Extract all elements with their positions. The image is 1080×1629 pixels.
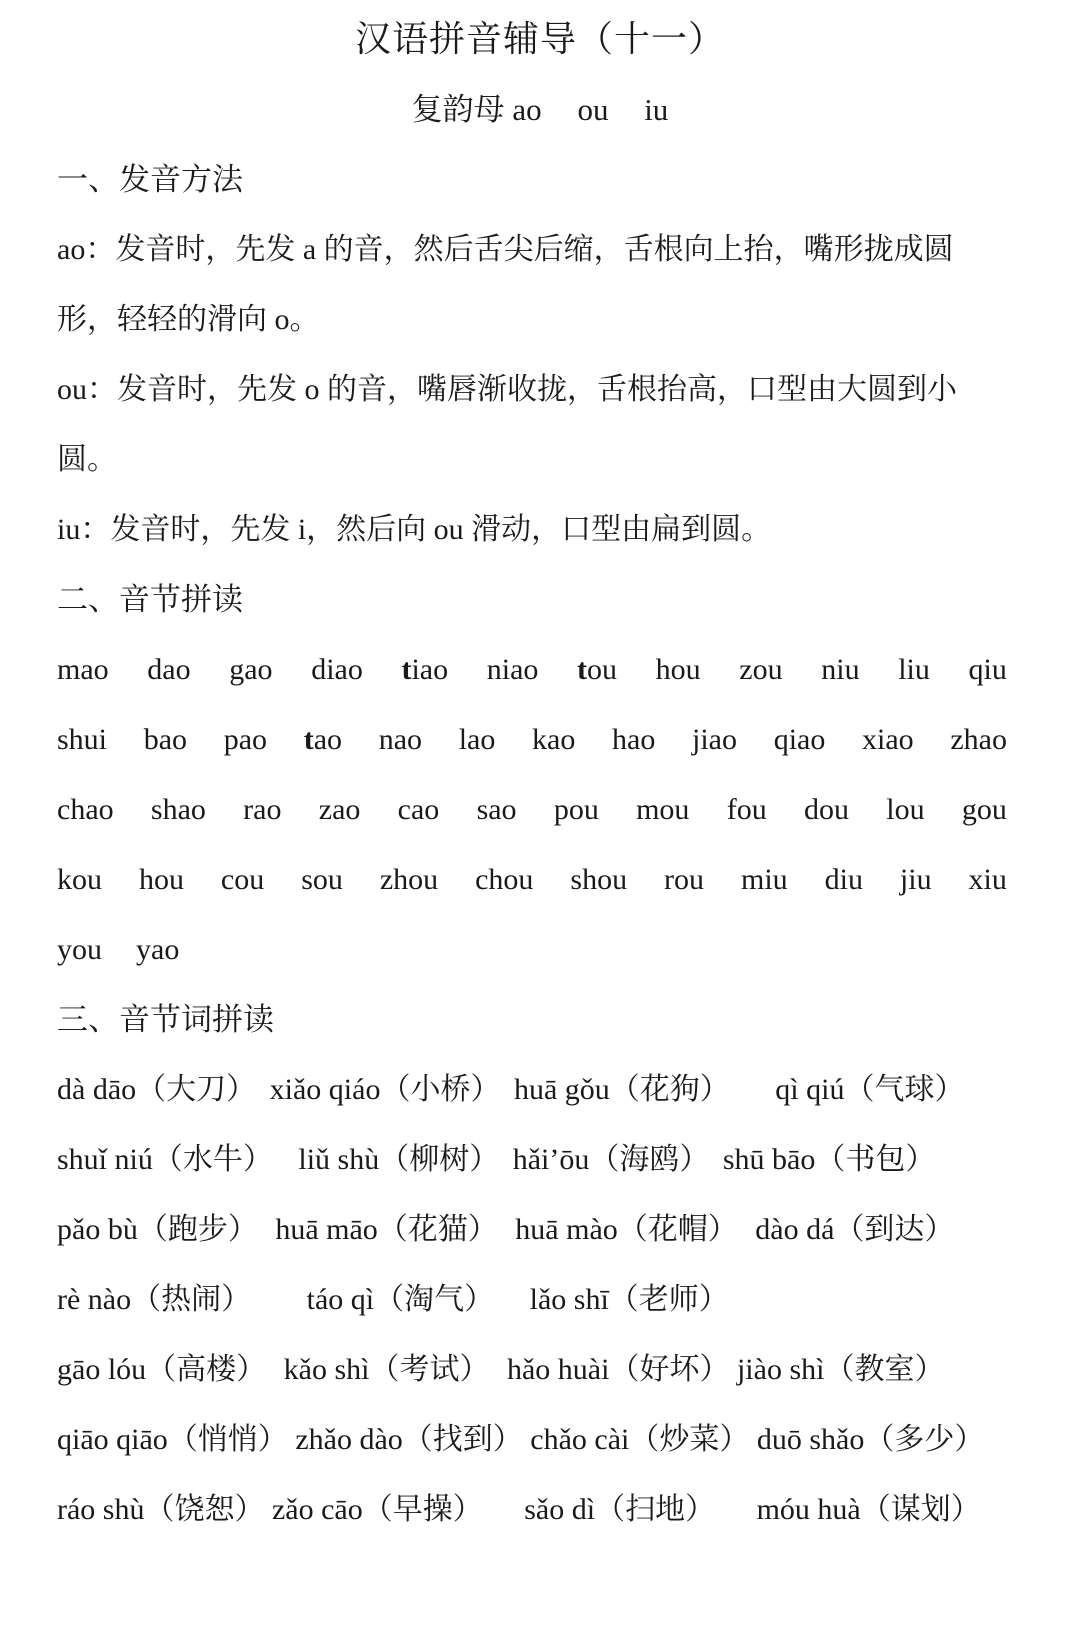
syllable: gou bbox=[961, 793, 1007, 826]
syllable: xiao bbox=[862, 723, 914, 756]
syllable: hao bbox=[612, 723, 656, 756]
word-item bbox=[57, 1348, 266, 1392]
word-pinyin: chǎo cài bbox=[530, 1423, 630, 1456]
syllable: dou bbox=[803, 793, 849, 826]
section-heading-word-reading: 三、音节词拼读 bbox=[57, 1002, 274, 1037]
syllable: zhao bbox=[950, 723, 1007, 756]
syllable: hou bbox=[655, 653, 701, 686]
word-pinyin: liǔ shù bbox=[298, 1143, 380, 1176]
word-pinyin: shū bāo bbox=[722, 1143, 816, 1176]
word-hanzi: （花猫） bbox=[377, 1213, 498, 1246]
word-pinyin: shuǐ niú bbox=[57, 1143, 153, 1176]
syllable: shui bbox=[57, 723, 108, 756]
word-item bbox=[307, 1278, 495, 1322]
word-item bbox=[514, 1068, 730, 1112]
word-hanzi: （淘气） bbox=[374, 1283, 495, 1316]
word-hanzi: （书包） bbox=[815, 1143, 936, 1176]
word-hanzi: （找到） bbox=[402, 1423, 523, 1456]
syllable-row bbox=[57, 788, 1007, 832]
word-pinyin: huā māo bbox=[275, 1213, 378, 1246]
page-title: 汉语拼音辅导（十一） bbox=[354, 19, 725, 59]
syllable: xiu bbox=[968, 863, 1007, 896]
word-item bbox=[757, 1488, 981, 1532]
word-item bbox=[284, 1348, 490, 1392]
section-heading-syllable-reading: 二、音节拼读 bbox=[57, 582, 243, 617]
syllable: tiao bbox=[401, 653, 449, 686]
word-item bbox=[513, 1138, 710, 1182]
word-hanzi: （教室） bbox=[824, 1353, 945, 1386]
syllable: lou bbox=[886, 793, 925, 826]
syllable: cou bbox=[220, 863, 265, 896]
word-item bbox=[295, 1418, 522, 1462]
syllable: tao bbox=[303, 723, 343, 756]
word-hanzi: （谋划） bbox=[860, 1493, 981, 1526]
word-hanzi: （气球） bbox=[844, 1073, 965, 1106]
paragraph-line: iu：发音时，先发 i，然后向 ou 滑动，口型由扁到圆。 bbox=[57, 513, 772, 546]
word-hanzi: （早操） bbox=[362, 1493, 483, 1526]
word-hanzi: （高楼） bbox=[146, 1353, 267, 1386]
syllable: zhou bbox=[379, 863, 439, 896]
syllable: lao bbox=[458, 723, 496, 756]
word-item bbox=[737, 1348, 945, 1392]
word-item bbox=[272, 1488, 483, 1532]
word-pinyin: xiǎo qiáo bbox=[269, 1073, 381, 1106]
word-hanzi: （小桥） bbox=[380, 1073, 501, 1106]
syllable-row bbox=[57, 858, 1007, 902]
word-item bbox=[507, 1348, 729, 1392]
paragraph-line: ou：发音时，先发 o 的音，嘴唇渐收拢，舌根抬高，口型由大圆到小 bbox=[57, 373, 957, 406]
syllable-row bbox=[57, 928, 1007, 972]
syllable: shao bbox=[150, 793, 206, 826]
word-row bbox=[57, 1208, 1017, 1252]
word-pinyin: dà dāo bbox=[57, 1073, 137, 1106]
word-pinyin: zhǎo dào bbox=[295, 1423, 403, 1456]
word-item bbox=[57, 1068, 256, 1112]
syllable: nao bbox=[378, 723, 423, 756]
syllable: dao bbox=[147, 653, 191, 686]
word-item bbox=[757, 1418, 985, 1462]
word-pinyin: duō shǎo bbox=[756, 1423, 865, 1456]
word-pinyin: dào dá bbox=[755, 1213, 835, 1246]
syllable: rou bbox=[664, 863, 705, 896]
syllable: chao bbox=[57, 793, 114, 826]
syllable: fou bbox=[726, 793, 767, 826]
syllable: sao bbox=[476, 793, 517, 826]
syllable: diu bbox=[824, 863, 863, 896]
syllable: liu bbox=[898, 653, 930, 686]
word-item bbox=[57, 1278, 251, 1322]
syllable: shou bbox=[570, 863, 628, 896]
paragraph-line: 圆。 bbox=[57, 443, 117, 476]
word-hanzi: （好坏） bbox=[609, 1353, 730, 1386]
word-row bbox=[57, 1488, 1017, 1532]
word-pinyin: rè nào bbox=[57, 1283, 132, 1316]
subtitle-final: ou bbox=[577, 92, 609, 127]
subtitle-final: iu bbox=[644, 92, 669, 127]
word-item bbox=[515, 1208, 737, 1252]
syllable-row bbox=[57, 648, 1007, 692]
word-row bbox=[57, 1138, 1017, 1182]
syllable: pou bbox=[553, 793, 599, 826]
subtitle-final: ao bbox=[512, 92, 542, 127]
word-item bbox=[298, 1138, 499, 1182]
page-subtitle bbox=[0, 88, 1080, 132]
syllable: pao bbox=[223, 723, 268, 756]
word-pinyin: hǎo huài bbox=[506, 1353, 610, 1386]
word-pinyin: qì qiú bbox=[775, 1073, 845, 1106]
word-pinyin: huā gǒu bbox=[513, 1073, 610, 1106]
syllable: diao bbox=[311, 653, 363, 686]
word-pinyin: jiào shì bbox=[736, 1353, 825, 1386]
syllable: chou bbox=[475, 863, 534, 896]
syllable: gao bbox=[229, 653, 273, 686]
word-hanzi: （跑步） bbox=[137, 1213, 258, 1246]
word-row bbox=[57, 1068, 1017, 1112]
word-item bbox=[755, 1208, 954, 1252]
word-pinyin: huā mào bbox=[515, 1213, 618, 1246]
syllable: mou bbox=[636, 793, 690, 826]
word-row bbox=[57, 1278, 1017, 1322]
word-pinyin: qiāo qiāo bbox=[57, 1423, 168, 1456]
word-row bbox=[57, 1348, 1017, 1392]
syllable: niu bbox=[821, 653, 860, 686]
word-item bbox=[270, 1068, 501, 1112]
word-hanzi: （海鸥） bbox=[589, 1143, 710, 1176]
word-hanzi: （到达） bbox=[834, 1213, 955, 1246]
word-item bbox=[775, 1068, 964, 1112]
syllable: sou bbox=[301, 863, 343, 896]
word-pinyin: zǎo cāo bbox=[271, 1493, 363, 1526]
syllable: zao bbox=[318, 793, 361, 826]
word-pinyin: ráo shù bbox=[57, 1493, 145, 1526]
syllable: jiu bbox=[899, 863, 932, 896]
word-hanzi: （考试） bbox=[369, 1353, 490, 1386]
syllable-row bbox=[57, 718, 1007, 762]
syllable: kou bbox=[57, 863, 102, 896]
paragraph-line: 形，轻轻的滑向 o。 bbox=[57, 303, 320, 336]
word-pinyin: hǎi’ōu bbox=[512, 1143, 590, 1176]
word-item bbox=[530, 1278, 729, 1322]
word-hanzi: （扫地） bbox=[595, 1493, 716, 1526]
syllable: hou bbox=[138, 863, 184, 896]
syllable: yao bbox=[136, 933, 180, 966]
word-hanzi: （柳树） bbox=[379, 1143, 500, 1176]
section-heading-pronunciation: 一、发音方法 bbox=[57, 162, 243, 197]
syllable: miu bbox=[740, 863, 788, 896]
word-hanzi: （花狗） bbox=[609, 1073, 730, 1106]
word-hanzi: （炒菜） bbox=[629, 1423, 750, 1456]
word-pinyin: sǎo dì bbox=[524, 1493, 596, 1526]
syllable: mao bbox=[57, 653, 109, 686]
syllable: cao bbox=[397, 793, 440, 826]
paragraph-line: ao：发音时，先发 a 的音，然后舌尖后缩，舌根向上抬，嘴形拢成圆 bbox=[57, 233, 954, 266]
syllable: zou bbox=[739, 653, 783, 686]
word-item bbox=[57, 1418, 288, 1462]
word-item bbox=[275, 1208, 497, 1252]
word-hanzi: （热闹） bbox=[131, 1283, 252, 1316]
word-pinyin: táo qì bbox=[306, 1283, 375, 1316]
word-item bbox=[57, 1138, 273, 1182]
word-pinyin: gāo lóu bbox=[57, 1353, 147, 1386]
syllable: tou bbox=[577, 653, 618, 686]
word-hanzi: （饶恕） bbox=[144, 1493, 265, 1526]
word-item bbox=[524, 1488, 715, 1532]
word-hanzi: （悄悄） bbox=[167, 1423, 288, 1456]
syllable: kao bbox=[532, 723, 576, 756]
word-row bbox=[57, 1418, 1017, 1462]
syllable: niao bbox=[486, 653, 539, 686]
word-pinyin: móu huà bbox=[756, 1493, 861, 1526]
word-item bbox=[723, 1138, 936, 1182]
word-item bbox=[57, 1208, 258, 1252]
syllable: rao bbox=[243, 793, 282, 826]
word-item bbox=[530, 1418, 749, 1462]
word-hanzi: （老师） bbox=[608, 1283, 729, 1316]
word-hanzi: （水牛） bbox=[152, 1143, 273, 1176]
syllable: qiu bbox=[968, 653, 1007, 686]
syllable: qiao bbox=[773, 723, 826, 756]
syllable: bao bbox=[143, 723, 188, 756]
word-item bbox=[57, 1488, 264, 1532]
word-hanzi: （花帽） bbox=[617, 1213, 738, 1246]
syllable: you bbox=[57, 933, 102, 966]
word-hanzi: （多少） bbox=[864, 1423, 985, 1456]
word-pinyin: lǎo shī bbox=[529, 1283, 609, 1316]
syllable: jiao bbox=[692, 723, 738, 756]
word-pinyin: pǎo bù bbox=[57, 1213, 138, 1246]
subtitle-label: 复韵母 bbox=[411, 92, 505, 127]
word-hanzi: （大刀） bbox=[136, 1073, 257, 1106]
word-pinyin: kǎo shì bbox=[283, 1353, 370, 1386]
